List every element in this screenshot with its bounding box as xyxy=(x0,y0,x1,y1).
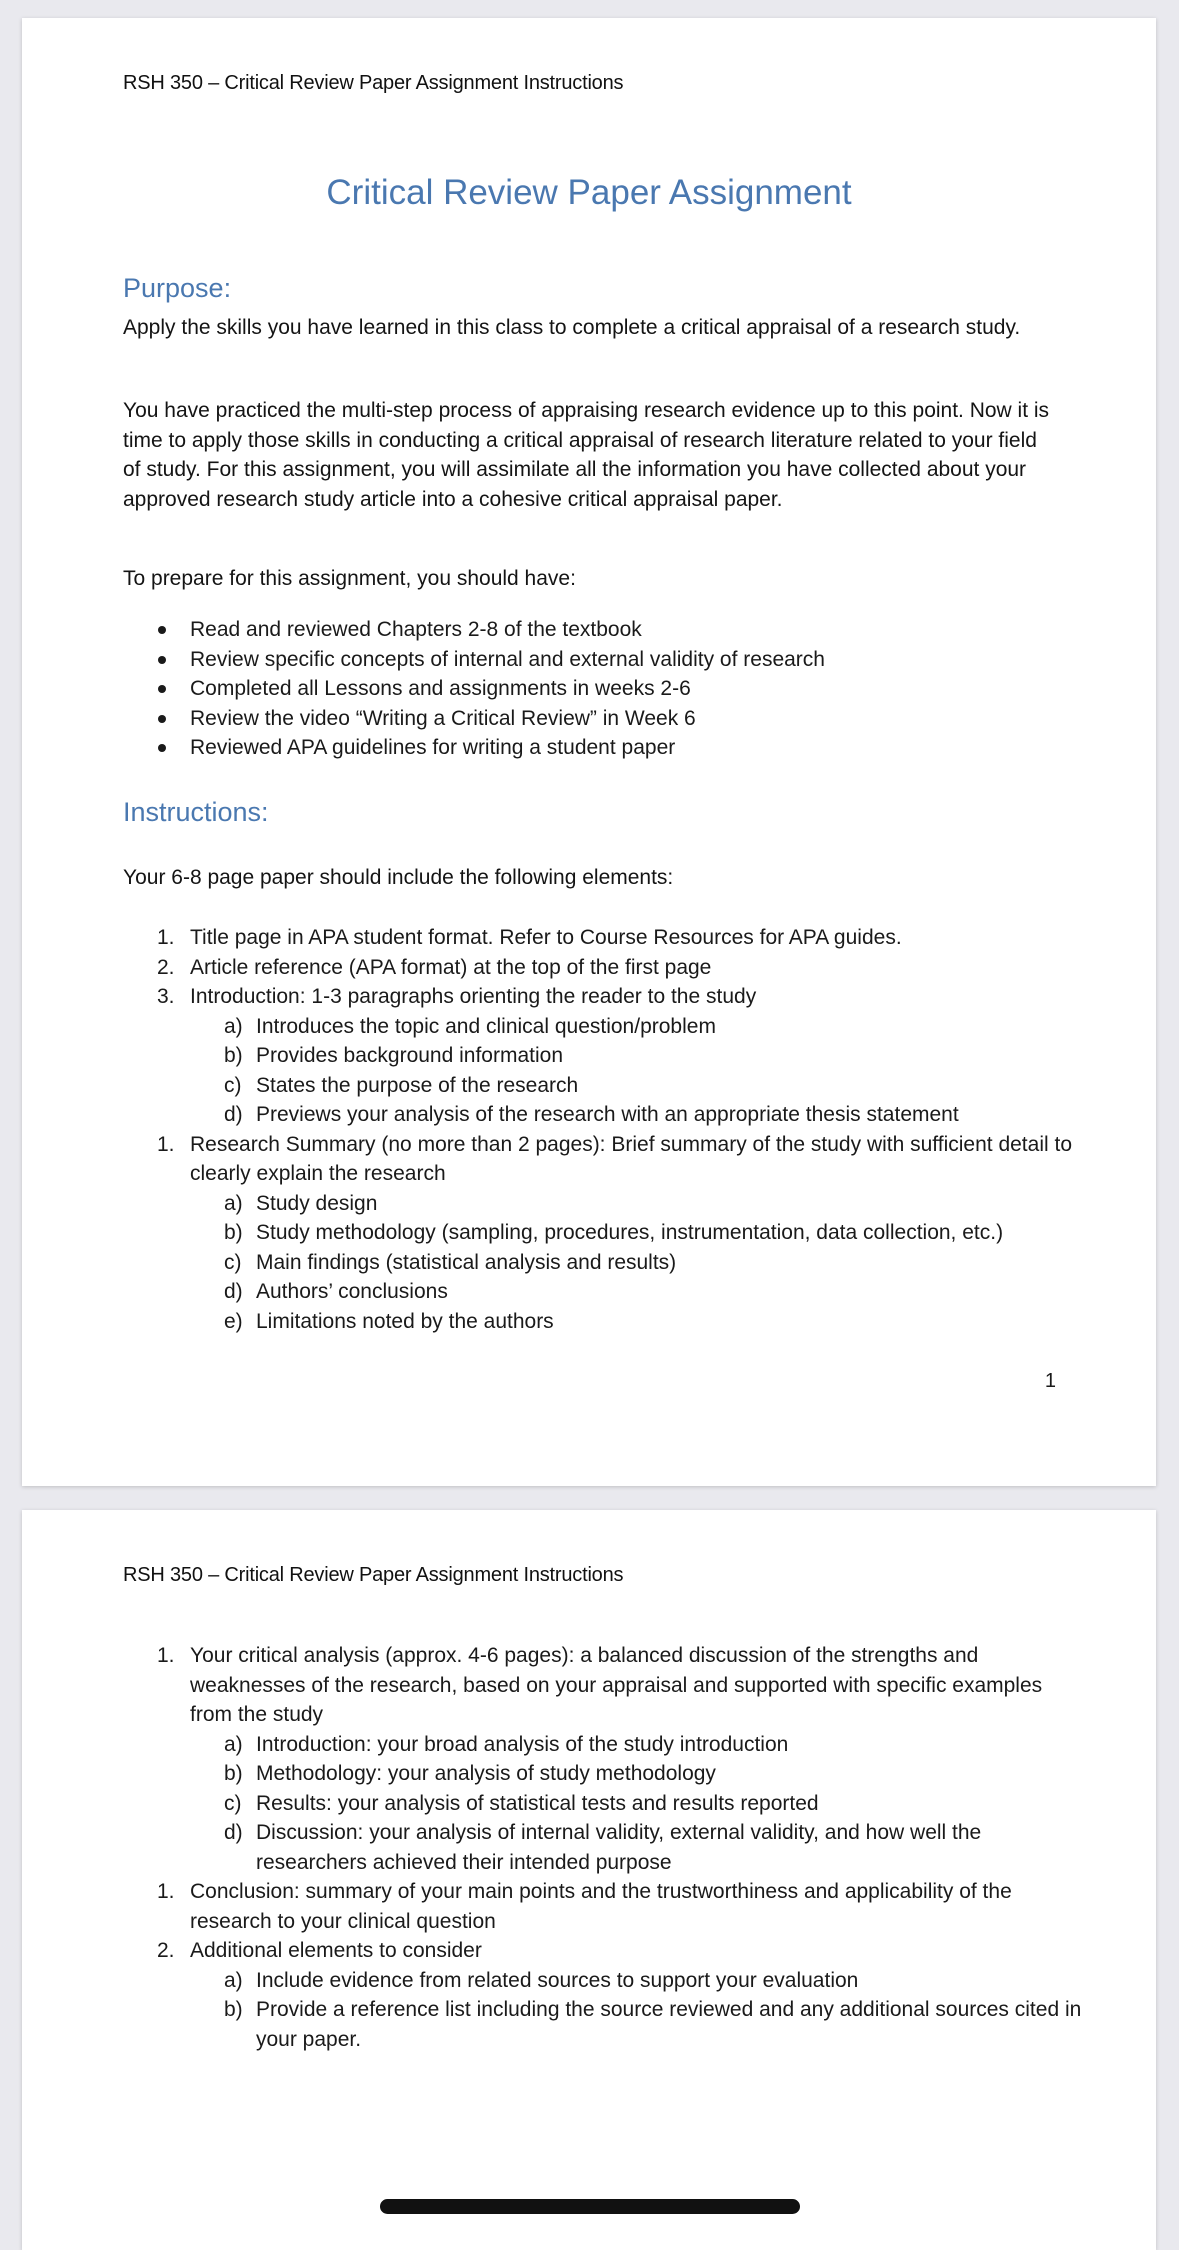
bullet-icon xyxy=(158,715,166,723)
list-item xyxy=(123,982,1083,1012)
list-marker: d) xyxy=(224,1821,243,1844)
page-number: 1 xyxy=(1044,1370,1056,1392)
elements-list-page-2 xyxy=(123,1641,1083,2054)
sub-list-item xyxy=(123,1012,1083,1042)
purpose-heading: Purpose: xyxy=(123,273,232,303)
list-item xyxy=(123,1641,1083,1730)
list-item-text: Provides background information xyxy=(256,1044,564,1067)
list-item xyxy=(123,923,1083,953)
list-item-text: Study design xyxy=(256,1191,378,1215)
list-item-text: Include evidence from related sources to support your evaluation xyxy=(256,1968,859,1992)
list-marker: 2. xyxy=(157,955,175,979)
sub-list-item xyxy=(123,1759,1083,1789)
sub-list-item xyxy=(123,1818,1083,1877)
list-item-text: Methodology: your analysis of study methodology xyxy=(256,1762,716,1785)
list-item-text: Provide a reference list including the source reviewed and any additional sources cited in your paper. xyxy=(256,1998,1082,2051)
list-item: Review specific concepts of internal and external validity of research xyxy=(123,645,825,675)
list-item-text: Your critical analysis (approx. 4-6 pages): a balanced discussion of the strengths and weaknesses of the research, based on your appraisal and supported with specific examples from the study xyxy=(190,1644,1043,1726)
list-marker: a) xyxy=(224,1014,243,1038)
list-marker: 2. xyxy=(157,1939,175,1962)
document-page-1 xyxy=(22,18,1156,1486)
list-marker: a) xyxy=(224,1732,243,1756)
sub-list-item xyxy=(123,1789,1083,1819)
list-item: Read and reviewed Chapters 2-8 of the textbook xyxy=(123,615,825,645)
list-item: Reviewed APA guidelines for writing a student paper xyxy=(123,733,825,763)
sub-list-item xyxy=(123,1995,1083,2054)
sub-list-item xyxy=(123,1248,1083,1278)
list-item-text: Introduces the topic and clinical question/problem xyxy=(256,1014,716,1038)
list-marker: c) xyxy=(224,1073,242,1097)
list-marker: d) xyxy=(224,1103,243,1126)
list-item-text: Discussion: your analysis of internal validity, external validity, and how well the researchers achieved their intended purpose xyxy=(256,1821,982,1874)
list-item-text: Introduction: your broad analysis of the study introduction xyxy=(256,1732,789,1756)
sub-list-item xyxy=(123,1730,1083,1760)
list-item-text: Conclusion: summary of your main points and the trustworthiness and applicability of the research to your clinical question xyxy=(190,1880,1012,1933)
list-marker: a) xyxy=(224,1968,243,1992)
list-item xyxy=(123,1877,1083,1936)
list-marker: c) xyxy=(224,1250,242,1274)
document-page-2 xyxy=(22,1510,1156,2250)
list-item-text: Additional elements to consider xyxy=(190,1939,482,1962)
list-item-text: Results: your analysis of statistical tests and results reported xyxy=(256,1791,819,1815)
instructions-intro: Your 6-8 page paper should include the following elements: xyxy=(123,866,674,889)
list-marker: b) xyxy=(224,1221,243,1244)
elements-list-page-1 xyxy=(123,923,1083,1336)
list-item-text: Title page in APA student format. Refer to Course Resources for APA guides. xyxy=(190,926,902,949)
running-head: RSH 350 – Critical Review Paper Assignment Instructions xyxy=(123,72,624,94)
instructions-heading: Instructions: xyxy=(123,797,269,827)
sub-list-item xyxy=(123,1218,1083,1248)
list-marker: c) xyxy=(224,1791,242,1815)
list-marker: 1. xyxy=(157,1132,175,1156)
list-marker: d) xyxy=(224,1280,243,1303)
list-marker: b) xyxy=(224,1044,243,1067)
sub-list-item xyxy=(123,1041,1083,1071)
list-marker: 1. xyxy=(157,1880,175,1903)
list-marker: b) xyxy=(224,1762,243,1785)
list-item: Review the video “Writing a Critical Review” in Week 6 xyxy=(123,704,825,734)
list-item-text: Limitations noted by the authors xyxy=(256,1309,554,1333)
purpose-paragraph-1: Apply the skills you have learned in this class to complete a critical appraisal of a research study. xyxy=(123,316,1021,339)
list-item-text: Research Summary (no more than 2 pages): Brief summary of the study with sufficient detail to clearly explain the research xyxy=(190,1132,1072,1185)
list-marker: b) xyxy=(224,1998,243,2021)
running-head: RSH 350 – Critical Review Paper Assignment Instructions xyxy=(123,1564,624,1586)
sub-list-item xyxy=(123,1307,1083,1337)
list-marker: 1. xyxy=(157,926,175,949)
list-item xyxy=(123,1130,1083,1189)
list-item-text: Previews your analysis of the research with an appropriate thesis statement xyxy=(256,1103,959,1126)
list-marker: 1. xyxy=(157,1644,175,1667)
list-item-text: Introduction: 1-3 paragraphs orienting the reader to the study xyxy=(190,985,757,1008)
list-marker: a) xyxy=(224,1191,243,1215)
list-marker: 3. xyxy=(157,985,175,1008)
sub-list-item xyxy=(123,1071,1083,1101)
list-item-text: Study methodology (sampling, procedures, instrumentation, data collection, etc.) xyxy=(256,1221,1004,1244)
list-item-text: Main findings (statistical analysis and results) xyxy=(256,1250,677,1274)
list-item-text: States the purpose of the research xyxy=(256,1073,579,1097)
prepare-paragraph: To prepare for this assignment, you should have: xyxy=(123,567,576,590)
sub-list-item xyxy=(123,1189,1083,1219)
purpose-paragraph-2: You have practiced the multi-step process of appraising research evidence up to this point. Now it is time to apply those skills in conducting a critical appraisal of research literature related to your field of study. For this assignment, you will assimilate all the information you have collected about your approved research study article into a cohesive critical appraisal paper. xyxy=(123,399,1050,511)
bullet-icon xyxy=(158,685,166,693)
preparation-list xyxy=(123,615,825,763)
list-item xyxy=(123,953,1083,983)
home-indicator[interactable] xyxy=(380,2199,800,2214)
sub-list-item xyxy=(123,1100,1083,1130)
bullet-icon xyxy=(158,656,166,664)
bullet-icon xyxy=(158,744,166,752)
list-item-text: Authors’ conclusions xyxy=(256,1280,448,1303)
list-item: Completed all Lessons and assignments in weeks 2-6 xyxy=(123,674,825,704)
bullet-icon xyxy=(158,626,166,634)
list-marker: e) xyxy=(224,1309,243,1333)
list-item-text: Article reference (APA format) at the top of the first page xyxy=(190,955,712,979)
list-item xyxy=(123,1936,1083,1966)
sub-list-item xyxy=(123,1966,1083,1996)
document-title: Critical Review Paper Assignment xyxy=(326,173,852,212)
sub-list-item xyxy=(123,1277,1083,1307)
